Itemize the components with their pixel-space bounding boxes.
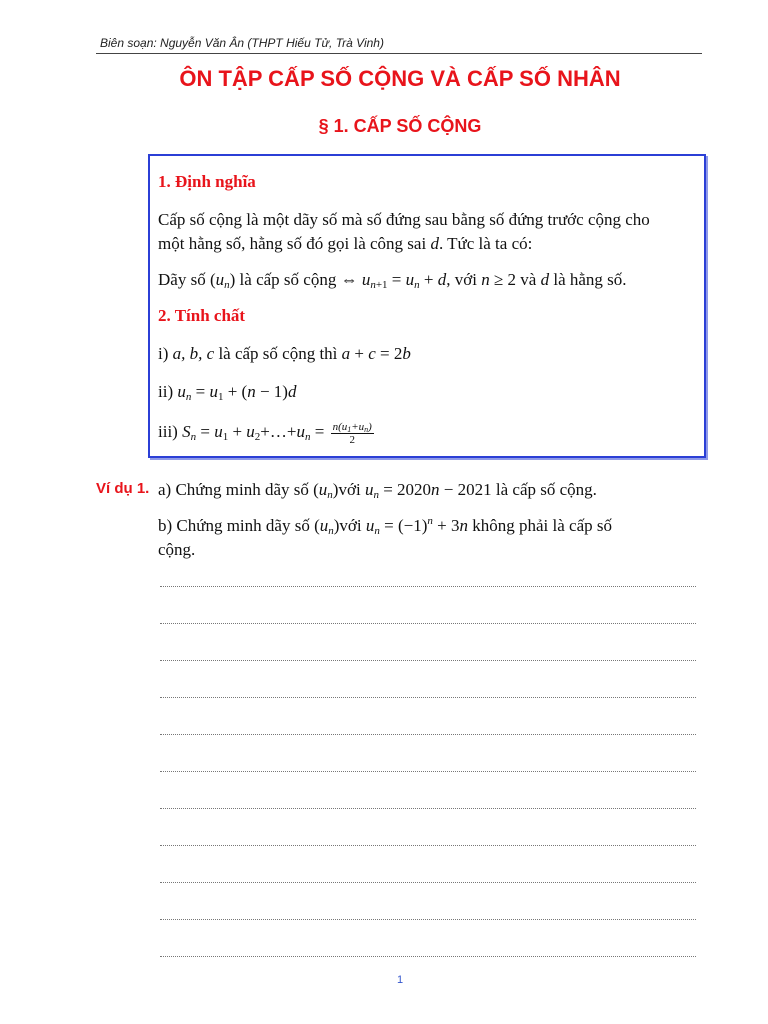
answer-line bbox=[160, 845, 696, 846]
example-part-b-line-2: cộng. bbox=[158, 540, 196, 559]
formula-middle: là cấp số cộng ⇔ bbox=[239, 270, 358, 289]
header-divider bbox=[96, 53, 702, 54]
part-b-prefix: b) Chứng minh dãy số bbox=[158, 516, 310, 535]
answer-line bbox=[160, 734, 696, 735]
property-ii-formula: $u_n = u_1 + (n - 1)d$ bbox=[177, 382, 297, 403]
example-part-b bbox=[158, 514, 612, 538]
section-title: § 1. CẤP SỐ CỘNG bbox=[318, 116, 482, 136]
answer-line bbox=[160, 771, 696, 772]
formula-suffix-3: là hằng số. bbox=[553, 270, 627, 289]
definition-line-2 bbox=[158, 232, 532, 256]
property-iii bbox=[158, 420, 374, 446]
property-i-text: là cấp số cộng thì bbox=[218, 344, 338, 363]
formula-d-var: d bbox=[540, 270, 550, 289]
document-title: ÔN TẬP CẤP SỐ CỘNG VÀ CẤP SỐ NHÂN bbox=[179, 66, 621, 91]
properties-heading: 2. Tính chất bbox=[158, 306, 246, 325]
formula-suffix-2: và bbox=[520, 270, 537, 289]
formula-condition: n ≥ 2 bbox=[481, 270, 517, 289]
answer-line bbox=[160, 882, 696, 883]
header-author-line: Biên soạn: Nguyễn Văn Ân (THPT Hiếu Tử, Trà Vinh) bbox=[100, 36, 384, 50]
part-a-formula: $u_n = 2020n - 2021$ bbox=[364, 480, 492, 501]
definition-formula bbox=[158, 268, 627, 292]
part-a-middle: với bbox=[338, 480, 361, 499]
property-i bbox=[158, 342, 411, 366]
formula-suffix-1: , với bbox=[446, 270, 477, 289]
definition-line-1: Cấp số cộng là một dãy số mà số đứng sau bằng số đứng trước cộng cho bbox=[158, 210, 650, 229]
answer-line bbox=[160, 808, 696, 809]
part-b-suffix: không phải là cấp số bbox=[472, 516, 612, 535]
part-a-sequence: $(u_n)$ bbox=[313, 480, 339, 501]
formula-recurrence: $u_{n+1} = u_n + d$ bbox=[361, 270, 447, 291]
answer-line bbox=[160, 697, 696, 698]
property-ii-label: ii) bbox=[158, 382, 174, 401]
part-b-middle: với bbox=[339, 516, 362, 535]
answer-line bbox=[160, 956, 696, 957]
part-b-formula: $u_n = (-1)^n + 3n$ bbox=[365, 515, 468, 537]
formula-sequence: $(u_n)$ bbox=[209, 270, 236, 291]
property-iii-label: iii) bbox=[158, 422, 178, 441]
property-i-terms: a, b, c bbox=[172, 344, 215, 363]
example-part-a bbox=[158, 478, 597, 502]
formula-prefix: Dãy số bbox=[158, 270, 206, 289]
property-ii bbox=[158, 380, 296, 404]
answer-line bbox=[160, 919, 696, 920]
definition-line-2-prefix: một hằng số, hằng số đó gọi là công sai bbox=[158, 234, 427, 253]
answer-line bbox=[160, 623, 696, 624]
answer-line bbox=[160, 660, 696, 661]
property-i-formula: a + c = 2b bbox=[341, 344, 411, 363]
common-difference-var: d bbox=[430, 234, 439, 253]
example-label: Ví dụ 1. bbox=[96, 480, 150, 497]
part-a-suffix: là cấp số cộng. bbox=[495, 480, 597, 499]
part-b-sequence: $(u_n)$ bbox=[314, 516, 340, 537]
part-a-prefix: a) Chứng minh dãy số bbox=[158, 480, 309, 499]
page-number: 1 bbox=[396, 974, 404, 986]
property-iii-formula: $S_n = u_1$ + $u_2+\dots+u_n$ = $\frac{n(u_1+u_n)}{2}$ bbox=[182, 420, 372, 446]
definition-heading: 1. Định nghĩa bbox=[158, 172, 256, 191]
property-i-label: i) bbox=[158, 344, 169, 363]
answer-line bbox=[160, 586, 696, 587]
sum-fraction: $\frac{n(u_1+u_n)}{2}$ bbox=[332, 420, 372, 446]
definition-line-2-suffix: . Tức là ta có: bbox=[438, 234, 533, 253]
